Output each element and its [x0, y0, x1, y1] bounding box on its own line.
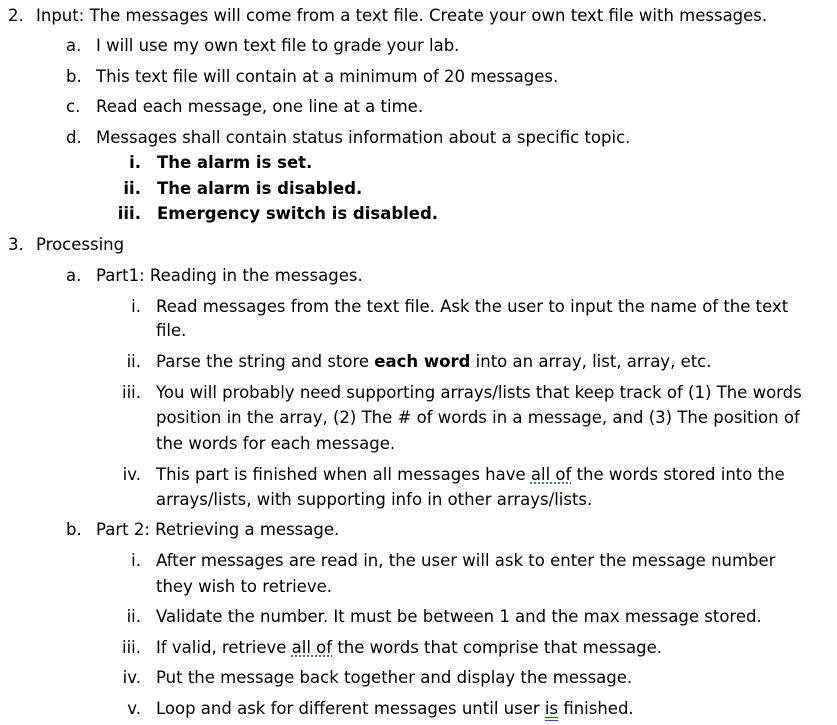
item-3b-i-line2: they wish to retrieve. [156, 577, 332, 596]
item-2a-text: I will use my own text file to grade your lab. [96, 36, 460, 55]
section-3-number: 3. [8, 235, 24, 254]
item-2b-text: This text file will contain at a minimum of 20 messages. [96, 67, 559, 86]
item-3a-i-marker: i. [131, 297, 141, 316]
grammar-flag: all of [530, 465, 572, 484]
item-3b-marker: b. [66, 520, 82, 539]
item-2d-iii-marker: iii. [117, 204, 141, 223]
item-3a-iv-line2: arrays/lists, with supporting info in other arrays/lists. [156, 490, 593, 509]
item-2d-marker: d. [66, 128, 82, 147]
item-3b-i-line1: After messages are read in, the user will ask to enter the message number [156, 551, 776, 570]
item-3b-v-text: Loop and ask for different messages until user is finished. [156, 699, 634, 718]
item-2d-iii-text: Emergency switch is disabled. [157, 204, 439, 223]
item-3a-ii-text: Parse the string and store each word into an array, list, array, etc. [156, 352, 712, 371]
item-3b-text: Part 2: Retrieving a message. [96, 520, 340, 539]
item-3a-ii-marker: ii. [126, 352, 141, 371]
item-3a-iv-line1: This part is finished when all messages have all of the words stored into the [156, 465, 785, 484]
item-2d-ii-marker: ii. [123, 179, 141, 198]
section-2-heading: Input: The messages will come from a text file. Create your own text file with messages. [36, 6, 768, 25]
each-word-emphasis: each word [374, 352, 471, 371]
grammar-flag: is [544, 699, 559, 718]
item-2a-marker: a. [66, 36, 82, 55]
item-3b-iv-marker: iv. [122, 668, 141, 687]
item-3a-marker: a. [66, 266, 82, 285]
item-2c-marker: c. [66, 97, 81, 116]
section-2-number: 2. [8, 6, 24, 25]
item-3b-iii-text: If valid, retrieve all of the words that comprise that message. [156, 638, 663, 657]
item-3a-iii-line3: the words for each message. [156, 434, 396, 453]
item-3b-ii-marker: ii. [126, 607, 141, 626]
section-3-heading: Processing [36, 235, 125, 254]
item-3a-iii-marker: iii. [122, 383, 141, 402]
item-2d-i-marker: i. [129, 153, 141, 172]
item-2b-marker: b. [66, 67, 82, 86]
item-3b-iii-marker: iii. [122, 638, 141, 657]
item-2d-i-text: The alarm is set. [157, 153, 313, 172]
item-3a-iii-line2: position in the array, (2) The # of words in a message, and (3) The position of [156, 408, 800, 427]
item-3a-i-line1: Read messages from the text file. Ask the user to input the name of the text [156, 297, 789, 316]
item-2d-ii-text: The alarm is disabled. [157, 179, 363, 198]
item-3b-v-marker: v. [127, 699, 141, 718]
item-3a-i-line2: file. [156, 321, 187, 340]
item-3b-i-marker: i. [131, 551, 141, 570]
item-2c-text: Read each message, one line at a time. [96, 97, 424, 116]
item-3a-text: Part1: Reading in the messages. [96, 266, 363, 285]
item-3b-ii-text: Validate the number. It must be between 1 and the max message stored. [156, 607, 762, 626]
item-3a-iv-marker: iv. [122, 465, 141, 484]
grammar-flag: all of [291, 638, 333, 657]
item-3b-iv-text: Put the message back together and display the message. [156, 668, 633, 687]
item-2d-text: Messages shall contain status information about a specific topic. [96, 128, 631, 147]
item-3a-iii-line1: You will probably need supporting arrays/lists that keep track of (1) The words [156, 383, 802, 402]
